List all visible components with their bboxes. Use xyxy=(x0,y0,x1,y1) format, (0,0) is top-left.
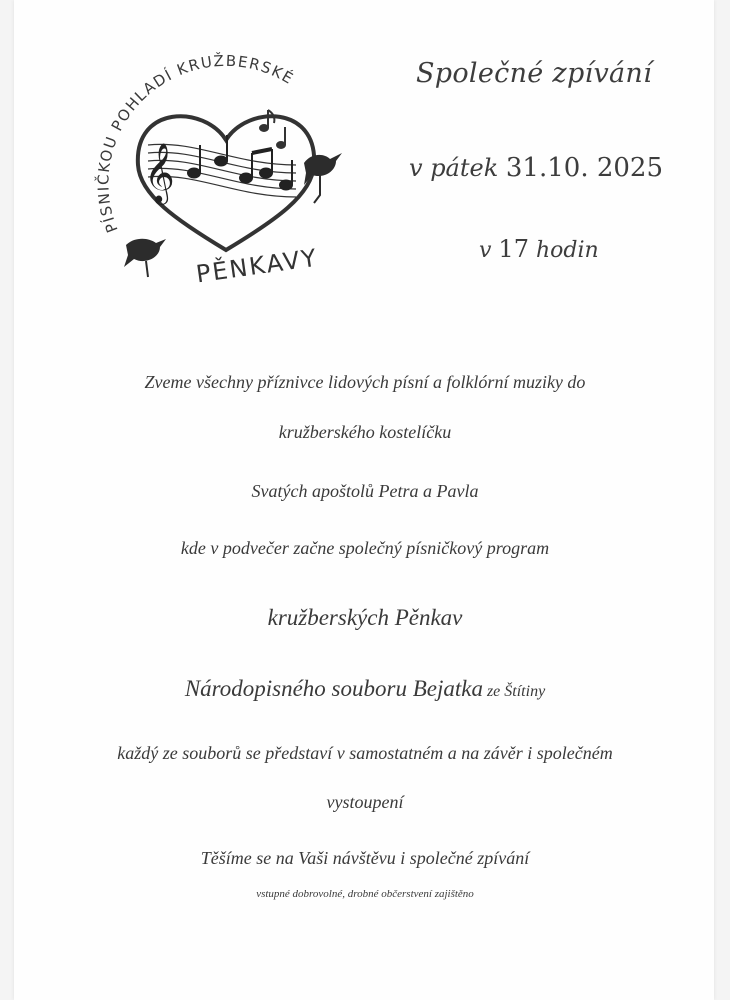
date-prefix: v pátek xyxy=(409,154,506,182)
penkavy-logo xyxy=(86,45,366,290)
performer-bejatka-name: Národopisného souboru Bejatka xyxy=(184,676,483,701)
invitation-line-1: Zveme všechny příznivce lidových písní a folklórní muziky do xyxy=(144,372,586,392)
closing-line: Těšíme se na Vaši návštěvu i společné zpívání xyxy=(200,848,530,868)
bird-left-icon xyxy=(124,239,166,277)
event-title: Společné zpívání xyxy=(416,58,653,89)
treble-clef-icon: 𝄞 xyxy=(144,143,175,203)
event-date xyxy=(409,153,730,183)
time-value: 17 xyxy=(498,235,529,263)
time-suffix: hodin xyxy=(528,238,599,263)
invitation-line-2: kružberského kostelíčku xyxy=(278,422,452,442)
admission-note: vstupné dobrovolné, drobné občerstvení zajištěno xyxy=(256,888,474,900)
date-value: 31.10. 2025 xyxy=(505,153,664,183)
program-line: kde v podvečer začne společný písničkový program xyxy=(180,538,550,558)
performer-penkavy: kružberských Pěnkav xyxy=(267,605,463,630)
time-prefix: v xyxy=(479,238,499,263)
logo-arc-text: PÍSNIČKOU POHLADÍ KRUŽBERSKÉ xyxy=(94,51,298,236)
performance-info-2: vystoupení xyxy=(326,792,404,812)
performer-bejatka-origin: ze Štítiny xyxy=(482,683,546,700)
logo-name: PĚNKAVY xyxy=(194,243,320,289)
performer-bejatka xyxy=(0,676,730,702)
event-time xyxy=(479,235,730,263)
church-name: Svatých apoštolů Petra a Pavla xyxy=(251,481,479,501)
performance-info-1: každý ze souborů se představí v samostatném a na závěr i společném xyxy=(117,743,613,763)
music-notes-icon xyxy=(188,135,292,190)
